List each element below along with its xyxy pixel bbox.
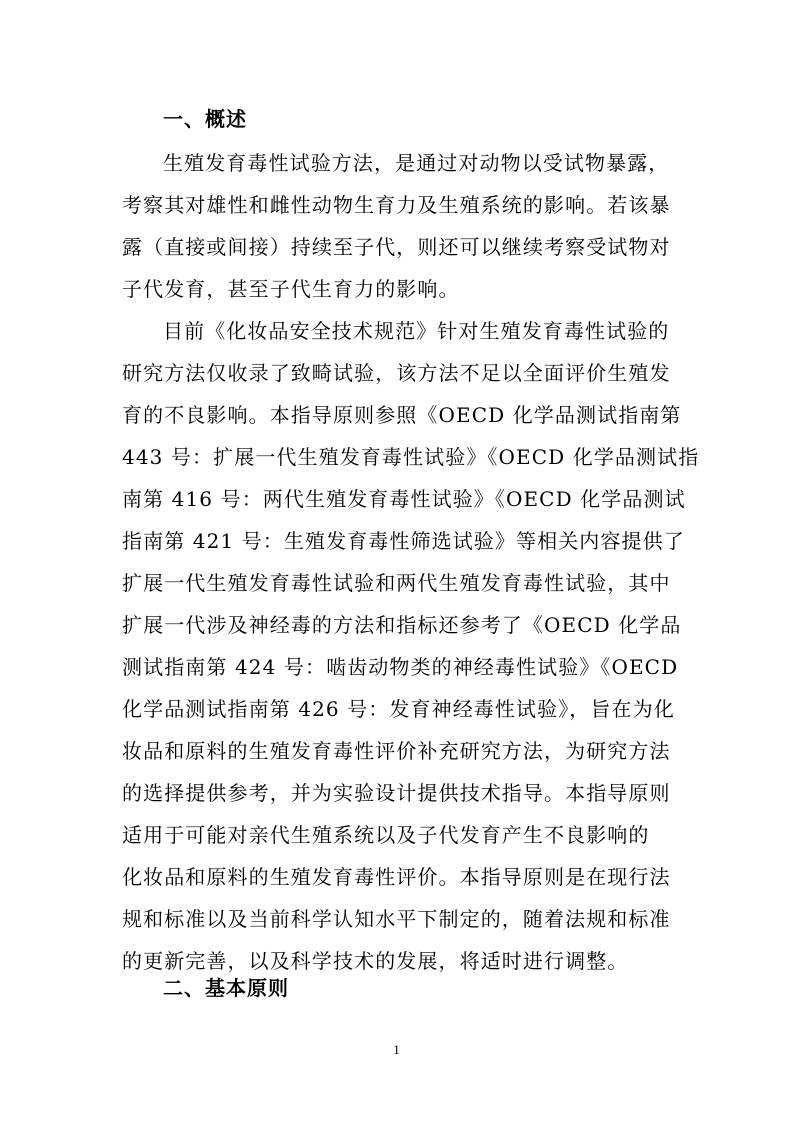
section-heading-basic-principles: 二、基本原则 [163,976,289,1000]
text-line: 南第 416 号：两代生殖发育毒性试验》《OECD 化学品测试 [122,487,686,511]
text-line: 规和标准以及当前科学认知水平下制定的，随着法规和标准 [122,907,671,931]
text-line: 443 号：扩展一代生殖发育毒性试验》《OECD 化学品测试指 [122,445,700,469]
text-line: 化学品测试指南第 426 号：发育神经毒性试验》，旨在为化 [122,697,675,721]
text-line: 露（直接或间接）持续至子代，则还可以继续考察受试物对 [122,235,671,259]
text-line: 生殖发育毒性试验方法，是通过对动物以受试物暴露， [163,151,670,175]
text-line: 适用于可能对亲代生殖系统以及子代发育产生不良影响的 [122,823,650,847]
text-line: 扩展一代涉及神经毒的方法和指标还参考了《OECD 化学品 [122,613,682,637]
text-line: 测试指南第 424 号：啮齿动物类的神经毒性试验》《OECD [122,655,679,679]
text-line: 的更新完善，以及科学技术的发展，将适时进行调整。 [122,949,629,973]
text-line: 指南第 421 号：生殖发育毒性筛选试验》等相关内容提供了 [122,529,685,553]
page-number: 1 [393,1042,400,1057]
text-line: 化妆品和原料的生殖发育毒性评价。本指导原则是在现行法 [122,865,671,889]
text-line: 育的不良影响。本指导原则参照《OECD 化学品测试指南第 [122,403,682,427]
section-heading-overview: 一、概述 [163,107,247,131]
text-line: 考察其对雄性和雌性动物生育力及生殖系统的影响。若该暴 [122,193,671,217]
text-line: 目前《化妆品安全技术规范》针对生殖发育毒性试验的 [163,319,670,343]
text-line: 子代发育，甚至子代生育力的影响。 [122,277,460,301]
text-line: 妆品和原料的生殖发育毒性评价补充研究方法，为研究方法 [122,739,671,763]
text-line: 的选择提供参考，并为实验设计提供技术指导。本指导原则 [122,781,671,805]
text-line: 研究方法仅收录了致畸试验，该方法不足以全面评价生殖发 [122,361,671,385]
text-line: 扩展一代生殖发育毒性试验和两代生殖发育毒性试验，其中 [122,571,671,595]
